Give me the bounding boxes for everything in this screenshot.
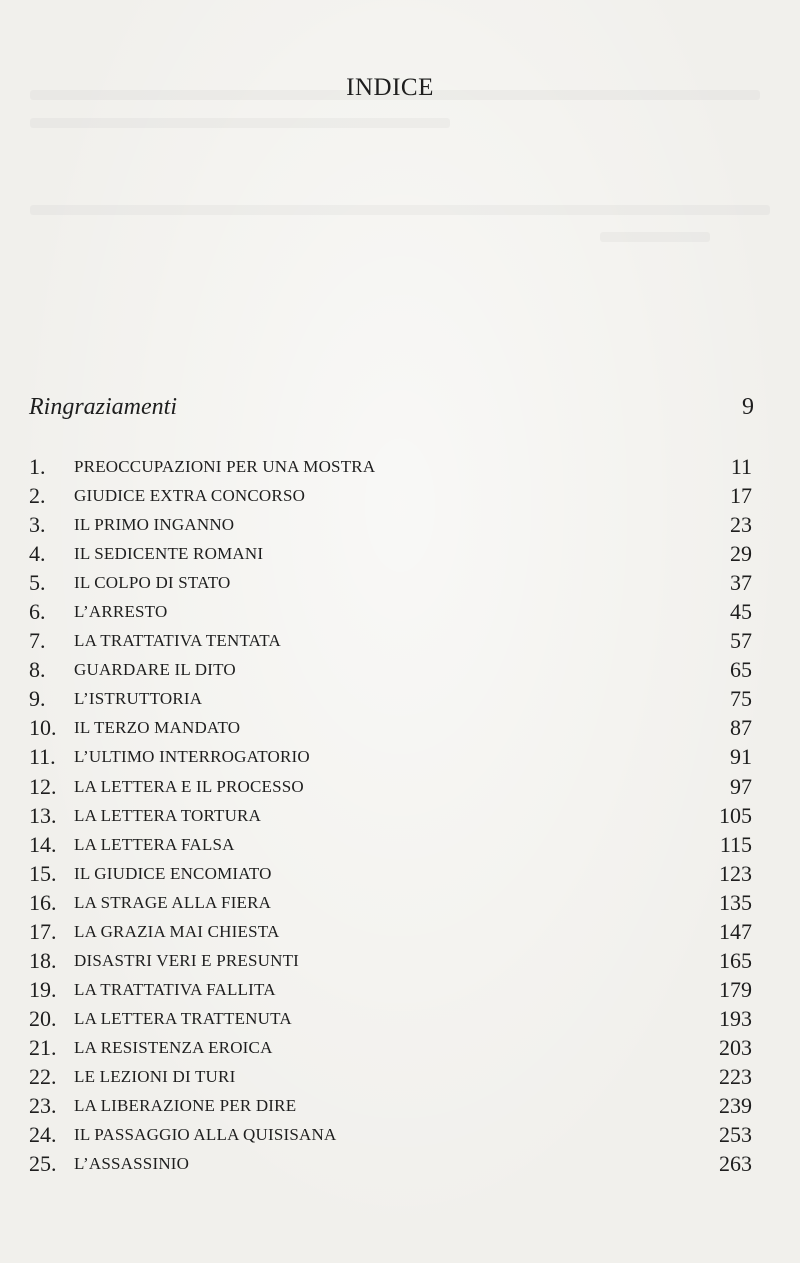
- toc-entry: [29, 742, 752, 771]
- chapter-title: L’ISTRUTTORIA: [74, 689, 203, 709]
- chapter-page-number: 263: [719, 1151, 752, 1177]
- chapter-page-number: 135: [719, 889, 752, 915]
- chapter-title: LA GRAZIA MAI CHIESTA: [74, 921, 280, 941]
- chapter-number: 15.: [29, 860, 57, 886]
- acknowledgements-page: 9: [742, 394, 754, 420]
- chapter-page-number: 105: [719, 802, 752, 828]
- chapter-number: 16.: [29, 889, 57, 915]
- chapter-number: 5.: [29, 570, 46, 596]
- toc-entry: [29, 626, 752, 655]
- chapter-page-number: 239: [719, 1093, 752, 1119]
- chapter-page-number: 193: [719, 1005, 752, 1031]
- chapter-title: L’ULTIMO INTERROGATORIO: [74, 747, 310, 767]
- chapter-page-number: 165: [719, 947, 752, 973]
- chapter-page-number: 97: [730, 773, 752, 799]
- chapter-title: LA TRATTATIVA FALLITA: [74, 979, 276, 999]
- chapter-number: 4.: [29, 541, 46, 567]
- chapter-page-number: 29: [730, 541, 752, 567]
- chapter-title: IL PRIMO INGANNO: [74, 515, 235, 535]
- toc-entry: [29, 510, 752, 539]
- chapter-title: IL COLPO DI STATO: [74, 573, 231, 593]
- chapter-page-number: 17: [730, 483, 752, 509]
- chapter-page-number: 115: [719, 831, 752, 857]
- chapter-title: PREOCCUPAZIONI PER UNA MOSTRA: [74, 457, 376, 476]
- chapter-title: LA STRAGE ALLA FIERA: [74, 892, 272, 912]
- chapter-page-number: 45: [730, 599, 752, 625]
- acknowledgements-label: Ringraziamenti: [29, 394, 177, 420]
- toc-entry: [29, 1062, 752, 1091]
- toc-entry: [29, 597, 752, 626]
- chapter-number: 3.: [29, 512, 46, 538]
- toc-entry: [29, 830, 752, 859]
- toc-entry: [29, 917, 752, 946]
- chapter-title: LA LETTERA E IL PROCESSO: [74, 776, 304, 796]
- chapter-page-number: 37: [730, 570, 752, 596]
- chapter-title: DISASTRI VERI E PRESUNTI: [74, 950, 300, 970]
- chapter-number: 7.: [29, 628, 46, 654]
- chapter-page-number: 147: [719, 918, 752, 944]
- toc-entry: [29, 1149, 752, 1178]
- toc-entry: [29, 1033, 752, 1062]
- toc-entry: [29, 539, 752, 568]
- toc-entry: [29, 1004, 752, 1033]
- chapter-number: 23.: [29, 1093, 57, 1119]
- toc-entry: [29, 859, 752, 888]
- chapter-number: 17.: [29, 918, 57, 944]
- chapter-number: 11.: [29, 744, 56, 770]
- table-of-contents: [29, 452, 752, 1178]
- chapter-number: 13.: [29, 802, 57, 828]
- chapter-number: 9.: [29, 686, 46, 712]
- page-title: INDICE: [346, 74, 434, 101]
- chapter-number: 20.: [29, 1005, 57, 1031]
- chapter-page-number: 91: [730, 744, 752, 770]
- chapter-page-number: 65: [730, 657, 752, 683]
- chapter-title: GIUDICE EXTRA CONCORSO: [74, 486, 306, 506]
- show-through-text: [0, 0, 800, 300]
- chapter-page-number: 23: [730, 512, 752, 538]
- toc-entry: [29, 684, 752, 713]
- chapter-number: 24.: [29, 1122, 57, 1148]
- chapter-number: 21.: [29, 1034, 57, 1060]
- chapter-page-number: 223: [719, 1063, 752, 1089]
- toc-entry: [29, 655, 752, 684]
- chapter-number: 10.: [29, 715, 57, 741]
- chapter-number: 1.: [29, 454, 46, 479]
- chapter-title: LE LEZIONI DI TURI: [74, 1066, 236, 1086]
- toc-entry: [29, 801, 752, 830]
- chapter-page-number: 75: [730, 686, 752, 712]
- acknowledgements-entry: [29, 394, 754, 428]
- toc-entry: [29, 713, 752, 742]
- chapter-number: 6.: [29, 599, 46, 625]
- chapter-page-number: 203: [719, 1034, 752, 1060]
- chapter-title: LA LETTERA FALSA: [74, 834, 235, 854]
- toc-entry: [29, 1120, 752, 1149]
- toc-entry: [29, 568, 752, 597]
- chapter-title: IL GIUDICE ENCOMIATO: [74, 863, 272, 883]
- chapter-number: 18.: [29, 947, 57, 973]
- chapter-page-number: 253: [719, 1122, 752, 1148]
- chapter-title: GUARDARE IL DITO: [74, 660, 236, 680]
- chapter-title: LA RESISTENZA EROICA: [74, 1037, 273, 1057]
- chapter-title: IL PASSAGGIO ALLA QUISISANA: [74, 1125, 337, 1145]
- toc-entry: [29, 452, 752, 481]
- chapter-page-number: 179: [719, 976, 752, 1002]
- toc-entry: [29, 888, 752, 917]
- chapter-page-number: 123: [719, 860, 752, 886]
- toc-entry: [29, 975, 752, 1004]
- toc-entry: [29, 481, 752, 510]
- chapter-number: 2.: [29, 483, 46, 509]
- chapter-number: 12.: [29, 773, 57, 799]
- chapter-number: 14.: [29, 831, 57, 857]
- toc-entry: [29, 946, 752, 975]
- chapter-number: 8.: [29, 657, 46, 683]
- chapter-title: LA LETTERA TORTURA: [74, 805, 262, 825]
- chapter-title: IL SEDICENTE ROMANI: [74, 544, 264, 564]
- chapter-title: LA LIBERAZIONE PER DIRE: [74, 1096, 297, 1116]
- chapter-title: LA LETTERA TRATTENUTA: [74, 1008, 292, 1028]
- toc-entry: [29, 1091, 752, 1120]
- chapter-page-number: 11: [730, 454, 752, 479]
- chapter-number: 25.: [29, 1151, 57, 1177]
- toc-entry: [29, 772, 752, 801]
- chapter-title: IL TERZO MANDATO: [74, 718, 241, 738]
- chapter-number: 19.: [29, 976, 57, 1002]
- chapter-number: 22.: [29, 1063, 57, 1089]
- chapter-title: LA TRATTATIVA TENTATA: [74, 631, 281, 651]
- chapter-title: L’ASSASSINIO: [74, 1154, 190, 1174]
- chapter-page-number: 87: [730, 715, 752, 741]
- chapter-title: L’ARRESTO: [74, 602, 168, 622]
- chapter-page-number: 57: [730, 628, 752, 654]
